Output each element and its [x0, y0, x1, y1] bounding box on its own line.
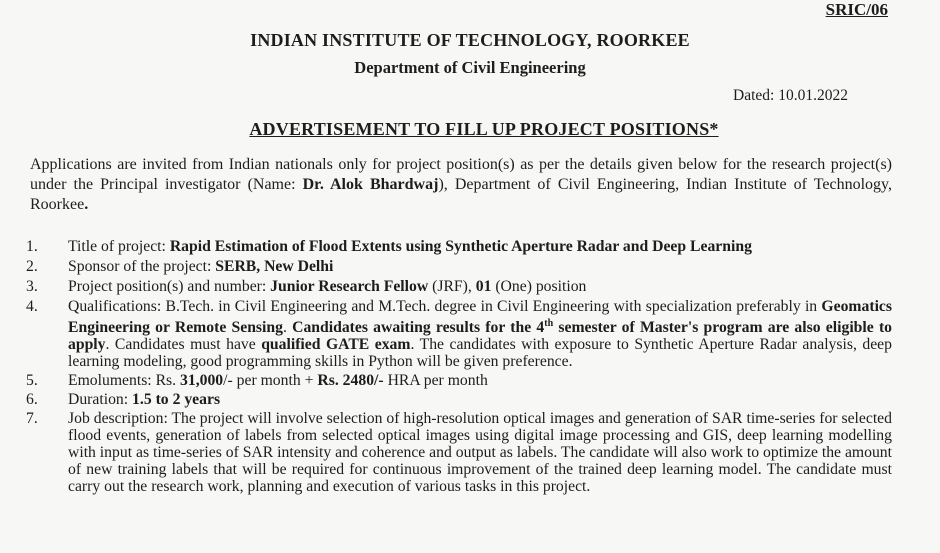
duration-label: Duration: [68, 391, 133, 409]
qual-awaiting-1: Candidates awaiting results for the 4 [292, 319, 545, 337]
list-number: 6. [26, 391, 38, 409]
emol-hra: Rs. 2480/- [317, 372, 384, 390]
qual-gate: qualified GATE exam [261, 336, 411, 354]
list-number: 5. [26, 372, 38, 390]
item-label: Project position(s) and number: [68, 278, 271, 295]
emol-text-2: /- per month + [223, 372, 318, 390]
job-description-text: Job description: The project will involve selection of high-resolution optical images and generation of SAR time-series for selected flood events, generation of labels from selected optical images using digital image processing and GIS, deep learning modelling with input as time-series of SAR intensity and coherence and output as labels. The candidate will also work to optimize the amount of new training labels that will be required for continuous improvement of the trained deep learning model. The candidate must carry out the research work, planning and execution of various tasks in this project. [68, 410, 892, 496]
duration-value: 1.5 to 2 years [132, 391, 221, 409]
list-item-qualifications [26, 298, 892, 370]
institute-name: INDIAN INSTITUTE OF TECHNOLOGY, ROORKEE [250, 30, 690, 50]
list-item-sponsor [26, 258, 892, 275]
intro-period: . [84, 196, 89, 213]
reference-code: SRIC/06 [825, 0, 888, 19]
list-item-emoluments [26, 372, 892, 389]
list-item-title [26, 238, 892, 255]
pi-name: Dr. Alok Bhardwaj [302, 176, 439, 193]
list-number: 4. [26, 298, 38, 315]
item-label: Sponsor of the project: [68, 258, 216, 275]
list-item-duration [26, 391, 892, 408]
intro-text-2: ), Department of Civil Engineering, Indian Institute of Technology, Roorkee [30, 176, 893, 213]
qual-text-3: . Candidates must have [105, 336, 262, 354]
details-list [26, 238, 892, 495]
qual-awaiting-2: semester of Master's program are also eligible to apply [68, 319, 893, 354]
position-name: Junior Research Fellow [270, 278, 429, 295]
sponsor-name: SERB, New Delhi [215, 258, 334, 275]
department-name: Department of Civil Engineering [354, 58, 586, 77]
position-count: 01 [475, 278, 492, 295]
qual-specialization: Geomatics Engineering or Remote Sensing [68, 298, 892, 337]
intro-paragraph [30, 155, 892, 215]
item-label: Title of project: [68, 238, 170, 255]
qual-superscript: th [544, 318, 554, 329]
list-number: 7. [26, 410, 38, 428]
list-item-positions [26, 278, 892, 295]
list-number: 2. [26, 258, 38, 275]
emol-text-1: Emoluments: Rs. [68, 372, 180, 390]
list-number: 1. [26, 238, 38, 255]
dated-label: Dated: 10.01.2022 [733, 87, 848, 104]
position-count-words: (One) position [491, 278, 587, 295]
list-number: 3. [26, 278, 38, 295]
emol-amount: 31,000 [180, 372, 224, 390]
position-abbr: (JRF), [428, 278, 476, 295]
project-title: Rapid Estimation of Flood Extents using Synthetic Aperture Radar and Deep Learning [169, 238, 752, 255]
qual-text-2: . [282, 319, 293, 337]
list-item-job-description [26, 410, 892, 495]
advertisement-title: ADVERTISEMENT TO FILL UP PROJECT POSITIONS* [249, 119, 719, 139]
qual-text-4: . The candidates with exposure to Synthetic Aperture Radar analysis, deep learning modeling, good programming skills in Python will be given preference. [68, 336, 892, 371]
qual-text-1: Qualifications: B.Tech. in Civil Engineering and M.Tech. degree in Civil Engineering with specialization preferably in [68, 298, 822, 315]
intro-text-1: Applications are invited from Indian nationals only for project position(s) as per the details given below for the research project(s) under the Principal investigator (Name: [30, 156, 892, 193]
emol-text-3: HRA per month [383, 372, 488, 390]
